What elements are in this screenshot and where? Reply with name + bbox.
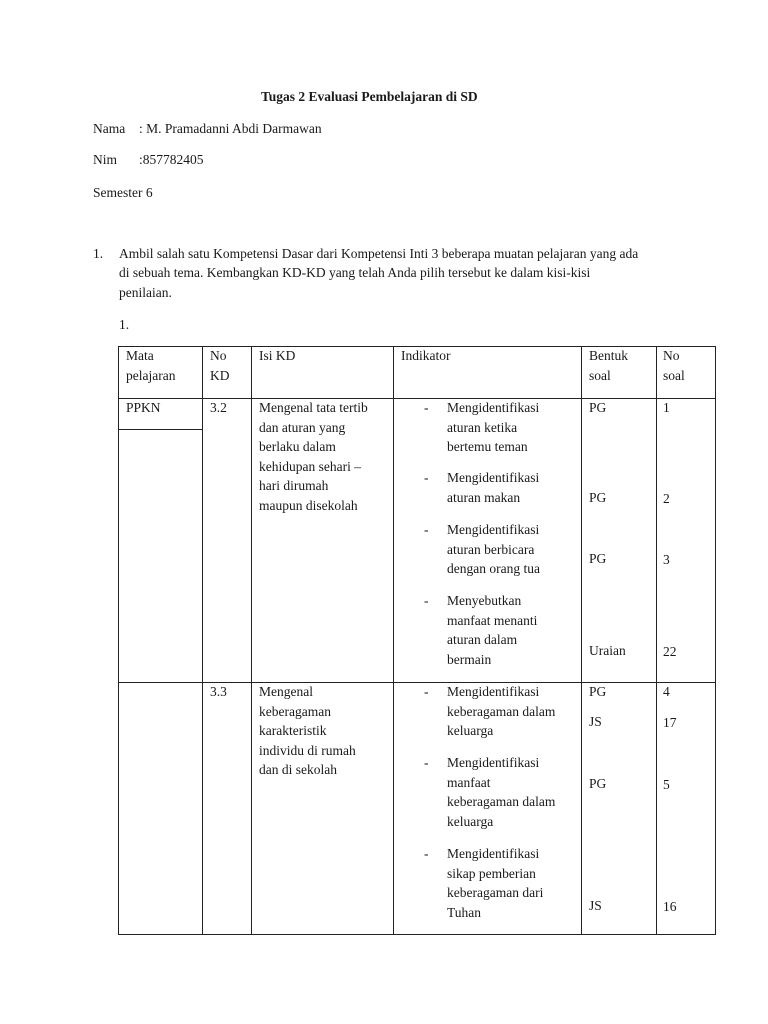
header-isi-kd-line: Isi KD [259, 348, 296, 363]
isi-kd-line: Mengenal [259, 684, 313, 699]
row1-indikator-1 [447, 398, 539, 457]
indikator-line: sikap pemberian [447, 865, 536, 881]
isi-kd-line: maupun disekolah [259, 497, 358, 513]
row1-bentuk-4: Uraian [589, 643, 626, 658]
isi-kd-line: hari dirumah [259, 478, 329, 493]
header-bentuk [589, 346, 628, 385]
row1-no-soal-2: 2 [663, 491, 670, 506]
page-title: Tugas 2 Evaluasi Pembelajaran di SD [261, 89, 478, 104]
question-line-2: di sebuah tema. Kembangkan KD-KD yang telah Anda pilih tersebut ke dalam kisi-kisi [119, 265, 591, 280]
row2-no-soal-2: 17 [663, 715, 677, 730]
header-indikator-line: Indikator [401, 348, 451, 363]
row1-mata: PPKN [126, 400, 161, 415]
header-indikator [401, 346, 451, 366]
row1-indikator-4 [447, 591, 537, 669]
row1-no-soal-1: 1 [663, 400, 670, 415]
row1-no-kd: 3.2 [210, 400, 227, 415]
row2-no-kd: 3.3 [210, 684, 227, 699]
indikator-line: Mengidentifikasi [447, 522, 540, 537]
indikator-line: keluarga [447, 723, 494, 738]
table-border-bottom [118, 934, 716, 935]
row2-no-soal-3: 5 [663, 777, 670, 792]
indikator-line: aturan berbicara [447, 541, 535, 557]
header-no-kd-line: KD [210, 367, 230, 383]
isi-kd-line: keberagaman [259, 703, 331, 719]
table-mata-divider [118, 429, 202, 430]
indikator-line: Mengidentifikasi [447, 755, 540, 770]
row1-bentuk-2: PG [589, 490, 607, 505]
nim-label: Nim [93, 152, 118, 167]
indikator-line: Mengidentifikasi [447, 400, 540, 415]
row2-bentuk-2: JS [589, 714, 602, 729]
indikator-line: keberagaman dalam [447, 703, 556, 719]
header-bentuk-line: Bentuk [589, 348, 628, 363]
indikator-line: manfaat menanti [447, 612, 538, 628]
indikator-line: Mengidentifikasi [447, 846, 540, 861]
question-line-3: penilaian. [119, 285, 172, 300]
question-number: 1. [93, 246, 104, 261]
header-no-soal [663, 346, 685, 385]
row2-bentuk-1: PG [589, 684, 607, 699]
indikator-line: dengan orang tua [447, 561, 540, 576]
header-no-kd-line: No [210, 348, 227, 363]
table-row-divider [118, 682, 716, 683]
header-mata-line: pelajaran [126, 367, 176, 383]
nim-value: :857782405 [139, 152, 204, 167]
isi-kd-line: Mengenal tata tertib [259, 400, 368, 415]
header-mata [126, 346, 175, 385]
header-no-kd [210, 346, 230, 385]
isi-kd-line: berlaku dalam [259, 439, 336, 454]
row2-no-soal-4: 16 [663, 899, 677, 914]
indikator-line: keberagaman dalam [447, 794, 556, 809]
row2-indikator-1 [447, 682, 555, 741]
indikator-line: bermain [447, 651, 492, 667]
nama-value: : M. Pramadanni Abdi Darmawan [139, 121, 322, 136]
bullet-dash: - [424, 684, 429, 699]
bullet-dash: - [424, 593, 429, 608]
bullet-dash: - [424, 400, 429, 415]
indikator-line: aturan ketika [447, 419, 518, 435]
row1-indikator-3 [447, 520, 540, 579]
table-col-line [581, 346, 582, 935]
row1-isi-kd [259, 398, 368, 515]
isi-kd-line: karakteristik [259, 723, 327, 738]
table-col-line [656, 346, 657, 935]
indikator-line: Tuhan [447, 904, 482, 920]
row2-indikator-3 [447, 844, 543, 922]
table-col-line [715, 346, 716, 935]
bullet-dash: - [424, 846, 429, 861]
bullet-dash: - [424, 470, 429, 485]
indikator-line: keluarga [447, 813, 494, 829]
nama-label: Nama [93, 121, 126, 136]
row1-no-soal-3: 3 [663, 552, 670, 567]
indikator-line: Mengidentifikasi [447, 470, 540, 485]
bullet-dash: - [424, 522, 429, 537]
bullet-dash: - [424, 755, 429, 770]
header-mata-line: Mata [126, 348, 154, 363]
row2-bentuk-4: JS [589, 898, 602, 913]
row1-indikator-2 [447, 468, 539, 507]
sub-number: 1. [119, 317, 130, 332]
header-no-soal-line: soal [663, 367, 685, 383]
indikator-line: Menyebutkan [447, 593, 522, 608]
row2-no-soal-1: 4 [663, 684, 670, 699]
row2-isi-kd [259, 682, 356, 780]
indikator-line: aturan dalam [447, 632, 518, 647]
table-col-line [118, 346, 119, 935]
row1-bentuk-3: PG [589, 551, 607, 566]
row2-bentuk-3: PG [589, 776, 607, 791]
indikator-line: Mengidentifikasi [447, 684, 540, 699]
row1-no-soal-4: 22 [663, 644, 677, 659]
indikator-line: aturan makan [447, 489, 521, 505]
question-line-1: Ambil salah satu Kompetensi Dasar dari Kompetensi Inti 3 beberapa muatan pelajaran yang ada [119, 246, 639, 261]
indikator-line: manfaat [447, 774, 491, 790]
header-no-soal-line: No [663, 348, 680, 363]
header-isi-kd [259, 346, 295, 366]
table-col-line [202, 346, 203, 935]
table-col-line [251, 346, 252, 935]
isi-kd-line: individu di rumah [259, 742, 356, 758]
semester: Semester 6 [93, 185, 153, 200]
row1-bentuk-1: PG [589, 400, 607, 415]
table-header-bottom [118, 398, 716, 399]
header-bentuk-line: soal [589, 367, 611, 383]
isi-kd-line: dan aturan yang [259, 419, 346, 435]
row2-indikator-2 [447, 753, 555, 831]
indikator-line: bertemu teman [447, 439, 528, 454]
indikator-line: keberagaman dari [447, 885, 544, 900]
isi-kd-line: dan di sekolah [259, 762, 337, 777]
table-col-line [393, 346, 394, 935]
isi-kd-line: kehidupan sehari – [259, 458, 361, 474]
